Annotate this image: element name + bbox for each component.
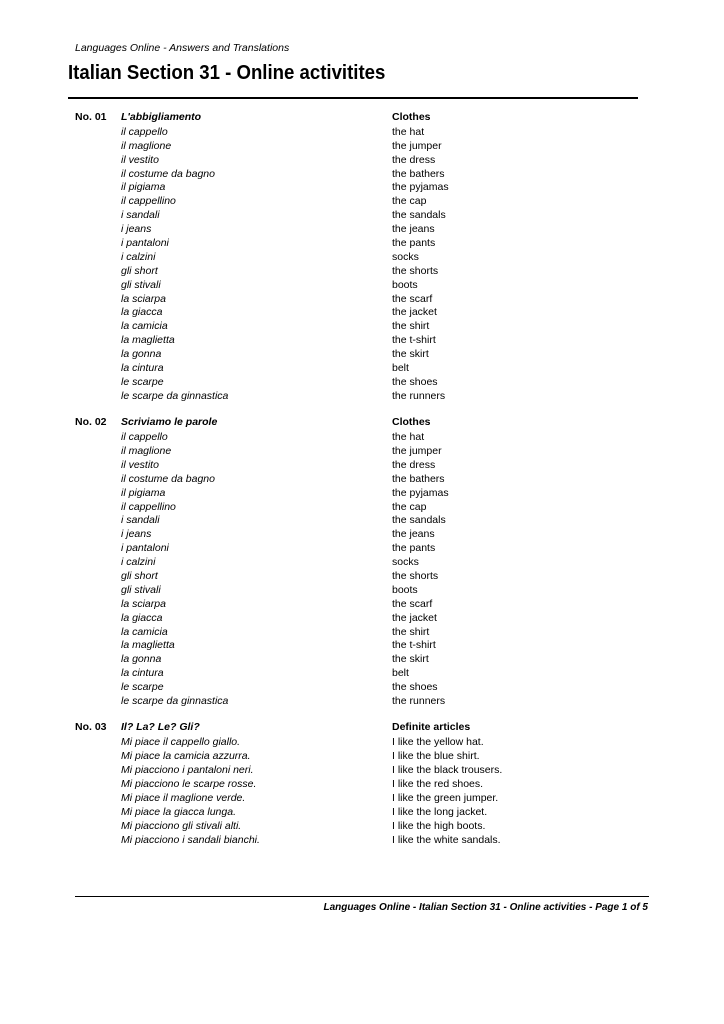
english-translation: the skirt xyxy=(392,653,429,666)
vocab-row xyxy=(0,237,724,251)
vocab-row xyxy=(0,570,724,584)
vocab-row xyxy=(0,195,724,209)
english-translation: I like the red shoes. xyxy=(392,777,484,790)
vocab-row xyxy=(0,279,724,293)
section-01 xyxy=(0,111,724,404)
italian-term: il cappellino xyxy=(121,195,176,208)
vocab-row xyxy=(0,778,724,792)
section-title-english: Definite articles xyxy=(392,721,471,734)
vocab-row xyxy=(0,251,724,265)
italian-term: i jeans xyxy=(121,528,152,541)
english-translation: the runners xyxy=(392,695,446,708)
section-number: No. 02 xyxy=(75,416,107,429)
vocab-row xyxy=(0,820,724,834)
vocab-row xyxy=(0,667,724,681)
vocab-row xyxy=(0,514,724,528)
italian-term: Mi piace la camicia azzurra. xyxy=(121,750,251,763)
italian-term: la cintura xyxy=(121,667,164,680)
italian-term: Mi piace il maglione verde. xyxy=(121,791,246,804)
vocab-row xyxy=(0,501,724,515)
vocab-row xyxy=(0,126,724,140)
italian-term: il cappello xyxy=(121,431,168,444)
vocab-row xyxy=(0,792,724,806)
english-translation: belt xyxy=(392,362,409,375)
english-translation: the pants xyxy=(392,542,436,555)
vocab-row xyxy=(0,584,724,598)
italian-term: i sandali xyxy=(121,209,160,222)
english-translation: boots xyxy=(392,583,418,596)
vocab-row xyxy=(0,181,724,195)
vocab-row xyxy=(0,140,724,154)
italian-term: le scarpe xyxy=(121,681,164,694)
english-translation: the t-shirt xyxy=(392,334,436,347)
english-translation: the scarf xyxy=(392,292,433,305)
english-translation: the sandals xyxy=(392,514,446,527)
italian-term: il pigiama xyxy=(121,181,166,194)
vocab-row xyxy=(0,431,724,445)
italian-term: Mi piace il cappello giallo. xyxy=(121,736,241,749)
italian-term: gli stivali xyxy=(121,583,161,596)
italian-term: la camicia xyxy=(121,625,168,638)
italian-term: il costume da bagno xyxy=(121,472,215,485)
english-translation: the shirt xyxy=(392,320,430,333)
english-translation: the shorts xyxy=(392,570,439,582)
english-translation: the shorts xyxy=(392,264,439,277)
section-title-italian: Il? La? Le? Gli? xyxy=(121,721,200,734)
vocab-row xyxy=(0,334,724,348)
vocab-row xyxy=(0,542,724,556)
vocab-row xyxy=(0,598,724,612)
english-translation: the shoes xyxy=(392,681,438,694)
vocab-row xyxy=(0,764,724,778)
italian-term: i calzini xyxy=(121,250,156,263)
italian-term: la sciarpa xyxy=(121,597,166,610)
english-translation: the t-shirt xyxy=(392,639,436,652)
italian-term: la maglietta xyxy=(121,639,175,652)
vocab-row xyxy=(0,473,724,487)
english-translation: socks xyxy=(392,556,419,569)
section-heading xyxy=(0,721,724,735)
italian-term: il cappello xyxy=(121,125,168,138)
english-translation: I like the high boots. xyxy=(392,819,486,832)
section-title-english: Clothes xyxy=(392,111,431,123)
section-02 xyxy=(0,416,724,709)
english-translation: the jumper xyxy=(392,444,442,457)
italian-term: la camicia xyxy=(121,320,168,333)
italian-term: il vestito xyxy=(121,458,159,471)
page-footer: Languages Online - Italian Section 31 - Online activities - Page 1 of 5 xyxy=(323,902,648,913)
english-translation: the hat xyxy=(392,431,425,444)
italian-term: gli short xyxy=(121,570,158,582)
page-title: Italian Section 31 - Online activitites xyxy=(68,62,386,84)
italian-term: il pigiama xyxy=(121,486,166,499)
english-translation: I like the yellow hat. xyxy=(392,736,484,749)
vocab-row xyxy=(0,528,724,542)
italian-term: i jeans xyxy=(121,223,152,236)
english-translation: the jeans xyxy=(392,528,435,541)
english-translation: the pyjamas xyxy=(392,486,449,499)
sections-container xyxy=(0,111,724,860)
sentence-list xyxy=(0,736,724,847)
vocab-row xyxy=(0,556,724,570)
english-translation: I like the long jacket. xyxy=(392,805,488,818)
english-translation: the cap xyxy=(392,195,427,208)
english-translation: the dress xyxy=(392,153,436,166)
english-translation: the pants xyxy=(392,237,436,250)
italian-term: la giacca xyxy=(121,611,163,624)
english-translation: the pyjamas xyxy=(392,181,449,194)
english-translation: I like the white sandals. xyxy=(392,833,501,846)
italian-term: la gonna xyxy=(121,348,162,361)
italian-term: Mi piacciono le scarpe rosse. xyxy=(121,777,257,790)
section-03 xyxy=(0,721,724,847)
vocab-row xyxy=(0,626,724,640)
vocab-row xyxy=(0,306,724,320)
english-translation: the jacket xyxy=(392,611,437,624)
english-translation: I like the black trousers. xyxy=(392,764,503,777)
vocab-row xyxy=(0,445,724,459)
english-translation: the shoes xyxy=(392,375,438,388)
italian-term: la cintura xyxy=(121,362,164,375)
vocab-row xyxy=(0,320,724,334)
italian-term: i sandali xyxy=(121,514,160,527)
english-translation: the runners xyxy=(392,389,446,402)
italian-term: il vestito xyxy=(121,153,159,166)
vocab-row xyxy=(0,376,724,390)
vocab-row xyxy=(0,736,724,750)
italian-term: la gonna xyxy=(121,653,162,666)
section-heading xyxy=(0,111,724,125)
vocab-row xyxy=(0,653,724,667)
vocab-row xyxy=(0,293,724,307)
english-translation: boots xyxy=(392,278,418,291)
italian-term: il costume da bagno xyxy=(121,167,215,180)
vocab-row xyxy=(0,695,724,709)
vocab-row xyxy=(0,265,724,279)
english-translation: the hat xyxy=(392,125,425,138)
english-translation: the jumper xyxy=(392,139,442,152)
vocab-row xyxy=(0,681,724,695)
italian-term: la giacca xyxy=(121,306,163,319)
english-translation: I like the green jumper. xyxy=(392,791,499,804)
italian-term: gli short xyxy=(121,264,158,277)
italian-term: gli stivali xyxy=(121,278,161,291)
english-translation: the sandals xyxy=(392,209,446,222)
vocab-row xyxy=(0,806,724,820)
vocab-list xyxy=(0,431,724,709)
vocab-row xyxy=(0,168,724,182)
title-divider xyxy=(68,97,638,99)
english-translation: the cap xyxy=(392,500,427,513)
english-translation: the jacket xyxy=(392,306,437,319)
italian-term: Mi piace la giacca lunga. xyxy=(121,805,236,818)
vocab-row xyxy=(0,612,724,626)
italian-term: i pantaloni xyxy=(121,542,169,555)
vocab-row xyxy=(0,348,724,362)
vocab-row xyxy=(0,639,724,653)
section-number: No. 01 xyxy=(75,111,107,123)
section-title-italian: L'abbigliamento xyxy=(121,111,202,123)
english-translation: I like the blue shirt. xyxy=(392,750,480,763)
english-translation: the bathers xyxy=(392,472,445,485)
vocab-row xyxy=(0,209,724,223)
english-translation: the dress xyxy=(392,458,436,471)
italian-term: le scarpe da ginnastica xyxy=(121,695,229,708)
italian-term: la sciarpa xyxy=(121,292,166,305)
vocab-row xyxy=(0,154,724,168)
footer-divider xyxy=(75,896,649,897)
italian-term: il maglione xyxy=(121,139,172,152)
italian-term: le scarpe da ginnastica xyxy=(121,389,229,402)
italian-term: il maglione xyxy=(121,444,172,457)
vocab-row xyxy=(0,459,724,473)
italian-term: Mi piacciono i sandali bianchi. xyxy=(121,833,260,846)
english-translation: the shirt xyxy=(392,625,430,638)
italian-term: il cappellino xyxy=(121,500,176,513)
page-header: Languages Online - Answers and Translations xyxy=(75,42,290,54)
italian-term: la maglietta xyxy=(121,334,175,347)
section-number: No. 03 xyxy=(75,721,107,734)
vocab-row xyxy=(0,834,724,848)
vocab-row xyxy=(0,750,724,764)
italian-term: le scarpe xyxy=(121,375,164,388)
english-translation: the bathers xyxy=(392,167,445,180)
vocab-row xyxy=(0,390,724,404)
section-heading xyxy=(0,416,724,430)
italian-term: i calzini xyxy=(121,556,156,569)
section-title-english: Clothes xyxy=(392,416,431,429)
english-translation: the scarf xyxy=(392,597,433,610)
vocab-row xyxy=(0,362,724,376)
italian-term: Mi piacciono gli stivali alti. xyxy=(121,819,242,832)
vocab-row xyxy=(0,223,724,237)
vocab-list xyxy=(0,126,724,404)
english-translation: belt xyxy=(392,667,409,680)
italian-term: i pantaloni xyxy=(121,237,169,250)
english-translation: the jeans xyxy=(392,223,435,236)
english-translation: the skirt xyxy=(392,348,429,361)
section-title-italian: Scriviamo le parole xyxy=(121,416,218,429)
italian-term: Mi piacciono i pantaloni neri. xyxy=(121,764,254,777)
english-translation: socks xyxy=(392,250,419,263)
vocab-row xyxy=(0,487,724,501)
